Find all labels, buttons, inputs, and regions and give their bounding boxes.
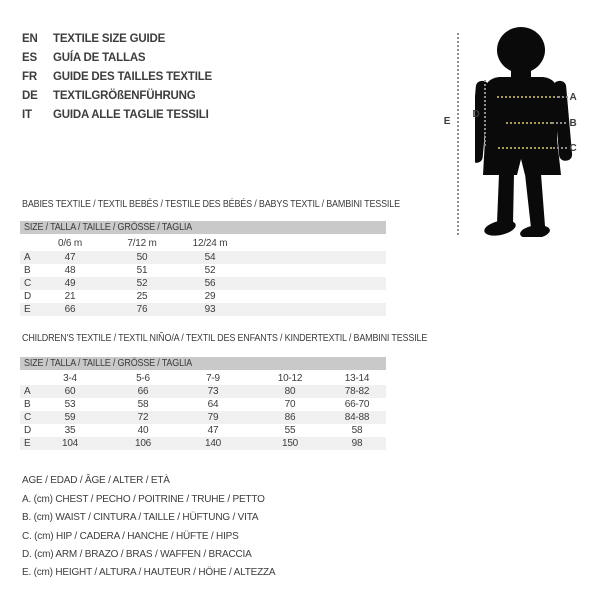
row-letter: E <box>24 304 31 315</box>
cell: 58 <box>137 399 149 410</box>
cell: 51 <box>136 265 148 276</box>
babies-size-header-bar: SIZE / TALLA / TAILLE / GRÖSSE / TAGLIA <box>20 221 386 234</box>
cell: 21 <box>64 291 76 302</box>
children-size-header-bar: SIZE / TALLA / TAILLE / GRÖSSE / TAGLIA <box>20 357 386 370</box>
row-letter: D <box>24 425 32 436</box>
cell: 25 <box>136 291 148 302</box>
cell: 150 <box>281 438 299 449</box>
child-silhouette-icon <box>475 27 575 237</box>
measure-label-d: D <box>472 109 480 120</box>
column-header: 3-4 <box>63 373 77 384</box>
measurement-legend <box>22 0 382 600</box>
measure-label-c: C <box>569 143 577 154</box>
cell: 140 <box>204 438 222 449</box>
row-letter: C <box>24 412 32 423</box>
measurement-figure <box>440 25 600 240</box>
cell: 50 <box>136 252 148 263</box>
row-letter: E <box>24 438 31 449</box>
cell: 93 <box>204 304 216 315</box>
column-header: 12/24 m <box>192 238 228 249</box>
children-section-title: CHILDREN'S TEXTILE / TEXTIL NIÑO/A / TEXTIL DES ENFANTS / KINDERTEXTIL / BAMBINI TESSILE <box>22 333 428 344</box>
row-letter: A <box>24 252 31 263</box>
cell: 70 <box>284 399 296 410</box>
cell: 72 <box>137 412 149 423</box>
cell: 84-88 <box>344 412 370 423</box>
cell: 49 <box>64 278 76 289</box>
legend-line-hip: C. (cm) HIP / CADERA / HANCHE / HÜFTE / HIPS <box>22 531 239 542</box>
cell: 29 <box>204 291 216 302</box>
language-label: GUÍA DE TALLAS <box>53 52 146 64</box>
legend-line-arm: D. (cm) ARM / BRAZO / BRAS / WAFFEN / BRACCIA <box>22 549 252 560</box>
cell: 73 <box>207 386 219 397</box>
measure-label-b: B <box>569 118 577 129</box>
language-code: IT <box>22 109 32 121</box>
cell: 86 <box>284 412 296 423</box>
cell: 47 <box>207 425 219 436</box>
cell: 66 <box>137 386 149 397</box>
language-code: ES <box>22 52 37 64</box>
waist-measure-line <box>506 122 552 124</box>
row-letter: D <box>24 291 32 302</box>
cell: 64 <box>207 399 219 410</box>
cell: 55 <box>284 425 296 436</box>
cell: 40 <box>137 425 149 436</box>
legend-line-waist: B. (cm) WAIST / CINTURA / TAILLE / HÜFTUNG / VITA <box>22 512 259 523</box>
language-label: TEXTILGRÖßENFÜHRUNG <box>53 90 196 102</box>
column-header: 7/12 m <box>127 238 157 249</box>
height-measure-line <box>457 33 459 237</box>
cell: 56 <box>204 278 216 289</box>
column-header: 5-6 <box>136 373 150 384</box>
hip-measure-line <box>498 147 553 149</box>
cell: 80 <box>284 386 296 397</box>
column-header: 13-14 <box>344 373 370 384</box>
row-letter: B <box>24 265 31 276</box>
language-label: GUIDA ALLE TAGLIE TESSILI <box>53 109 209 121</box>
language-code: DE <box>22 90 38 102</box>
language-label: GUIDE DES TAILLES TEXTILE <box>53 71 212 83</box>
cell: 106 <box>134 438 152 449</box>
babies-section-title: BABIES TEXTILE / TEXTIL BEBÉS / TESTILE DES BÉBÉS / BABYS TEXTIL / BAMBINI TESSILE <box>22 199 400 210</box>
cell: 53 <box>64 399 76 410</box>
legend-line-chest: A. (cm) CHEST / PECHO / POITRINE / TRUHE / PETTO <box>22 494 265 505</box>
legend-line-height: E. (cm) HEIGHT / ALTURA / HAUTEUR / HÖHE / ALTEZZA <box>22 567 276 578</box>
cell: 35 <box>64 425 76 436</box>
cell: 58 <box>351 425 363 436</box>
arm-measure-line <box>484 80 486 147</box>
language-label: TEXTILE SIZE GUIDE <box>53 33 166 45</box>
cell: 66-70 <box>344 399 370 410</box>
column-header: 0/6 m <box>57 238 82 249</box>
cell: 59 <box>64 412 76 423</box>
cell: 54 <box>204 252 216 263</box>
cell: 98 <box>351 438 363 449</box>
language-code: FR <box>22 71 37 83</box>
cell: 48 <box>64 265 76 276</box>
cell: 52 <box>136 278 148 289</box>
column-header: 10-12 <box>277 373 303 384</box>
chest-measure-line <box>497 96 558 98</box>
measure-label-a: A <box>569 92 577 103</box>
language-code: EN <box>22 33 38 45</box>
column-header: 7-9 <box>206 373 220 384</box>
cell: 47 <box>64 252 76 263</box>
row-letter: B <box>24 399 31 410</box>
cell: 78-82 <box>344 386 370 397</box>
row-letter: A <box>24 386 31 397</box>
cell: 60 <box>64 386 76 397</box>
cell: 66 <box>64 304 76 315</box>
row-letter: C <box>24 278 32 289</box>
cell: 79 <box>207 412 219 423</box>
cell: 76 <box>136 304 148 315</box>
legend-line-age: AGE / EDAD / ÂGE / ALTER / ETÀ <box>22 475 170 486</box>
cell: 52 <box>204 265 216 276</box>
measure-label-e: E <box>443 116 451 127</box>
cell: 104 <box>61 438 79 449</box>
